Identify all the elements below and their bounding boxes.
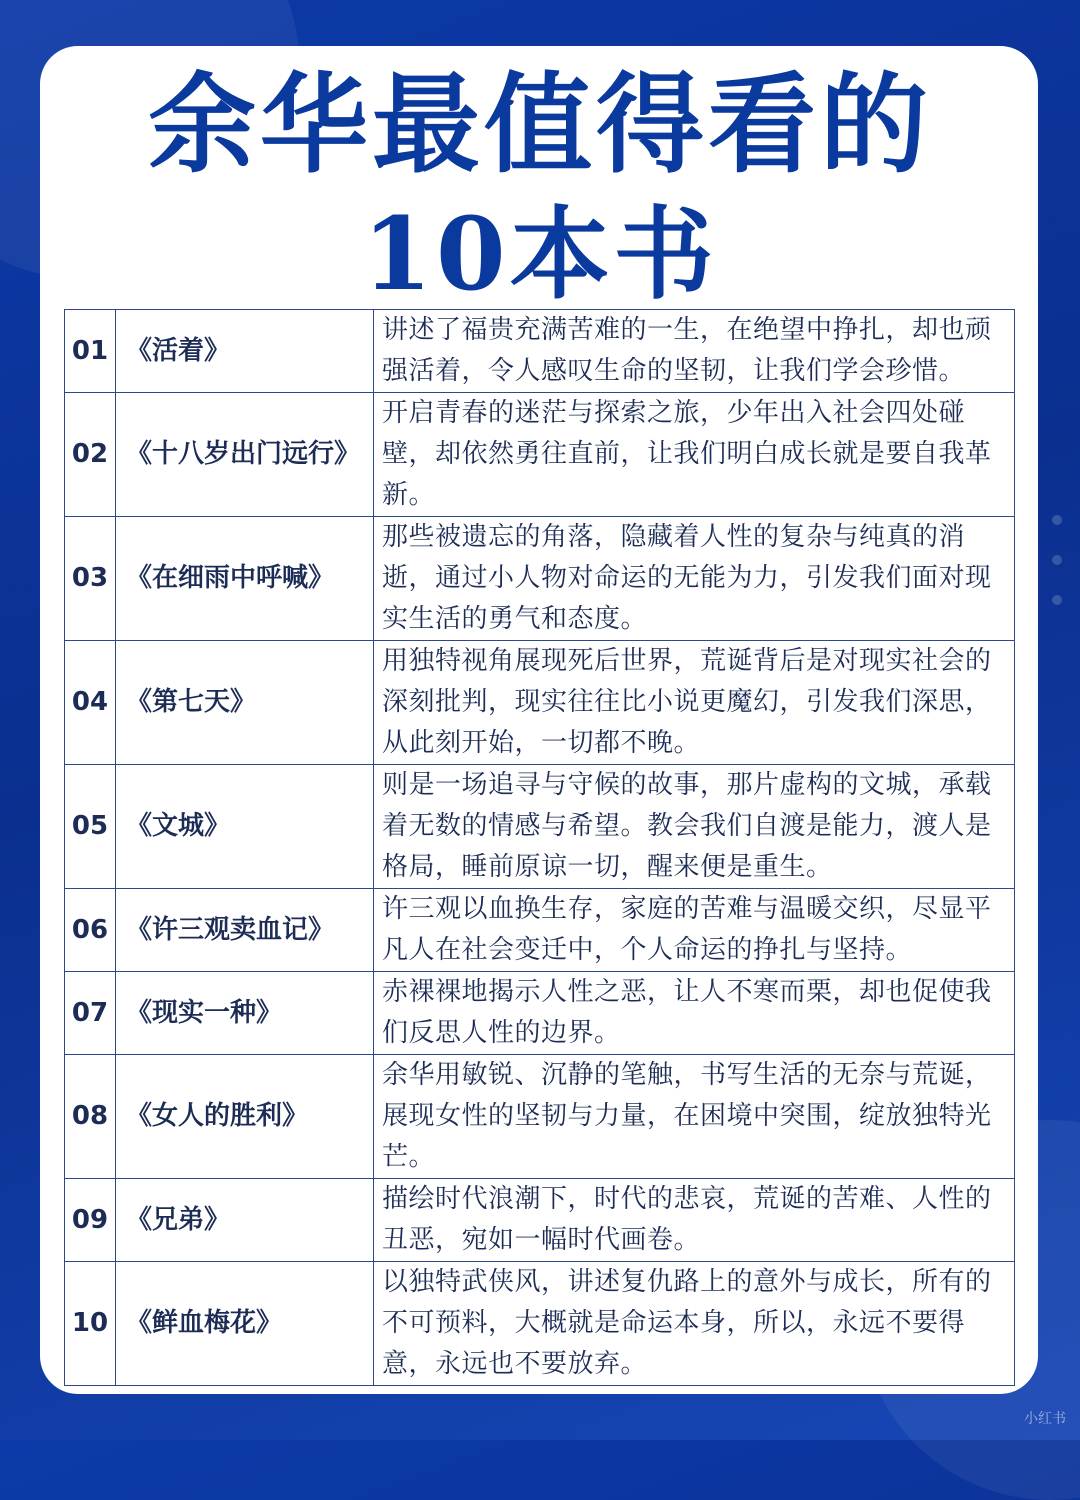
book-title: 《十八岁出门远行》 bbox=[116, 393, 374, 517]
table-row bbox=[65, 393, 1015, 517]
book-number: 07 bbox=[65, 972, 116, 1055]
table-row bbox=[65, 972, 1015, 1055]
book-title: 《文城》 bbox=[116, 765, 374, 889]
book-description: 用独特视角展现死后世界，荒诞背后是对现实社会的深刻批判，现实往往比小说更魔幻，引发我们深思，从此刻开始，一切都不晚。 bbox=[374, 641, 1015, 765]
page-title-line1: 余华最值得看的 bbox=[147, 63, 932, 188]
book-number: 01 bbox=[65, 310, 116, 393]
book-title: 《鲜血梅花》 bbox=[116, 1262, 374, 1386]
book-description: 则是一场追寻与守候的故事，那片虚构的文城，承载着无数的情感与希望。教会我们自渡是能力，渡人是格局，睡前原谅一切，醒来便是重生。 bbox=[374, 765, 1015, 889]
book-title: 《在细雨中呼喊》 bbox=[116, 517, 374, 641]
book-table bbox=[64, 309, 1015, 1386]
book-number: 10 bbox=[65, 1262, 116, 1386]
book-title: 《第七天》 bbox=[116, 641, 374, 765]
book-number: 04 bbox=[65, 641, 116, 765]
book-title: 《女人的胜利》 bbox=[116, 1055, 374, 1179]
book-number: 05 bbox=[65, 765, 116, 889]
background-dot bbox=[1052, 555, 1062, 565]
watermark-logo: 小红书 bbox=[1024, 1411, 1066, 1427]
background-dot bbox=[1052, 595, 1062, 605]
book-number: 09 bbox=[65, 1179, 116, 1262]
table-row bbox=[65, 641, 1015, 765]
book-number: 03 bbox=[65, 517, 116, 641]
table-row bbox=[65, 889, 1015, 972]
table-row bbox=[65, 1055, 1015, 1179]
book-title: 《兄弟》 bbox=[116, 1179, 374, 1262]
book-title: 《现实一种》 bbox=[116, 972, 374, 1055]
book-number: 06 bbox=[65, 889, 116, 972]
book-description: 以独特武侠风，讲述复仇路上的意外与成长，所有的不可预料，大概就是命运本身，所以，永远不要得意，永远也不要放弃。 bbox=[374, 1262, 1015, 1386]
table-row bbox=[65, 517, 1015, 641]
table-row bbox=[65, 1179, 1015, 1262]
book-description: 那些被遗忘的角落，隐藏着人性的复杂与纯真的消逝，通过小人物对命运的无能为力，引发我们面对现实生活的勇气和态度。 bbox=[374, 517, 1015, 641]
book-description: 赤裸裸地揭示人性之恶，让人不寒而栗，却也促使我们反思人性的边界。 bbox=[374, 972, 1015, 1055]
table-row bbox=[65, 765, 1015, 889]
book-description: 开启青春的迷茫与探索之旅，少年出入社会四处碰壁，却依然勇往直前，让我们明白成长就是要自我革新。 bbox=[374, 393, 1015, 517]
book-description: 讲述了福贵充满苦难的一生，在绝望中挣扎，却也顽强活着，令人感叹生命的坚韧，让我们学会珍惜。 bbox=[374, 310, 1015, 393]
background-dot bbox=[1052, 515, 1062, 525]
book-number: 02 bbox=[65, 393, 116, 517]
table-row bbox=[65, 1262, 1015, 1386]
book-number: 08 bbox=[65, 1055, 116, 1179]
page-title-line2: 10本书 bbox=[362, 195, 718, 313]
book-description: 许三观以血换生存，家庭的苦难与温暖交织，尽显平凡人在社会变迁中，个人命运的挣扎与坚持。 bbox=[374, 889, 1015, 972]
book-title: 《许三观卖血记》 bbox=[116, 889, 374, 972]
table-row bbox=[65, 310, 1015, 393]
book-description: 余华用敏锐、沉静的笔触，书写生活的无奈与荒诞，展现女性的坚韧与力量，在困境中突围，绽放独特光芒。 bbox=[374, 1055, 1015, 1179]
book-description: 描绘时代浪潮下，时代的悲哀，荒诞的苦难、人性的丑恶，宛如一幅时代画卷。 bbox=[374, 1179, 1015, 1262]
book-title: 《活着》 bbox=[116, 310, 374, 393]
